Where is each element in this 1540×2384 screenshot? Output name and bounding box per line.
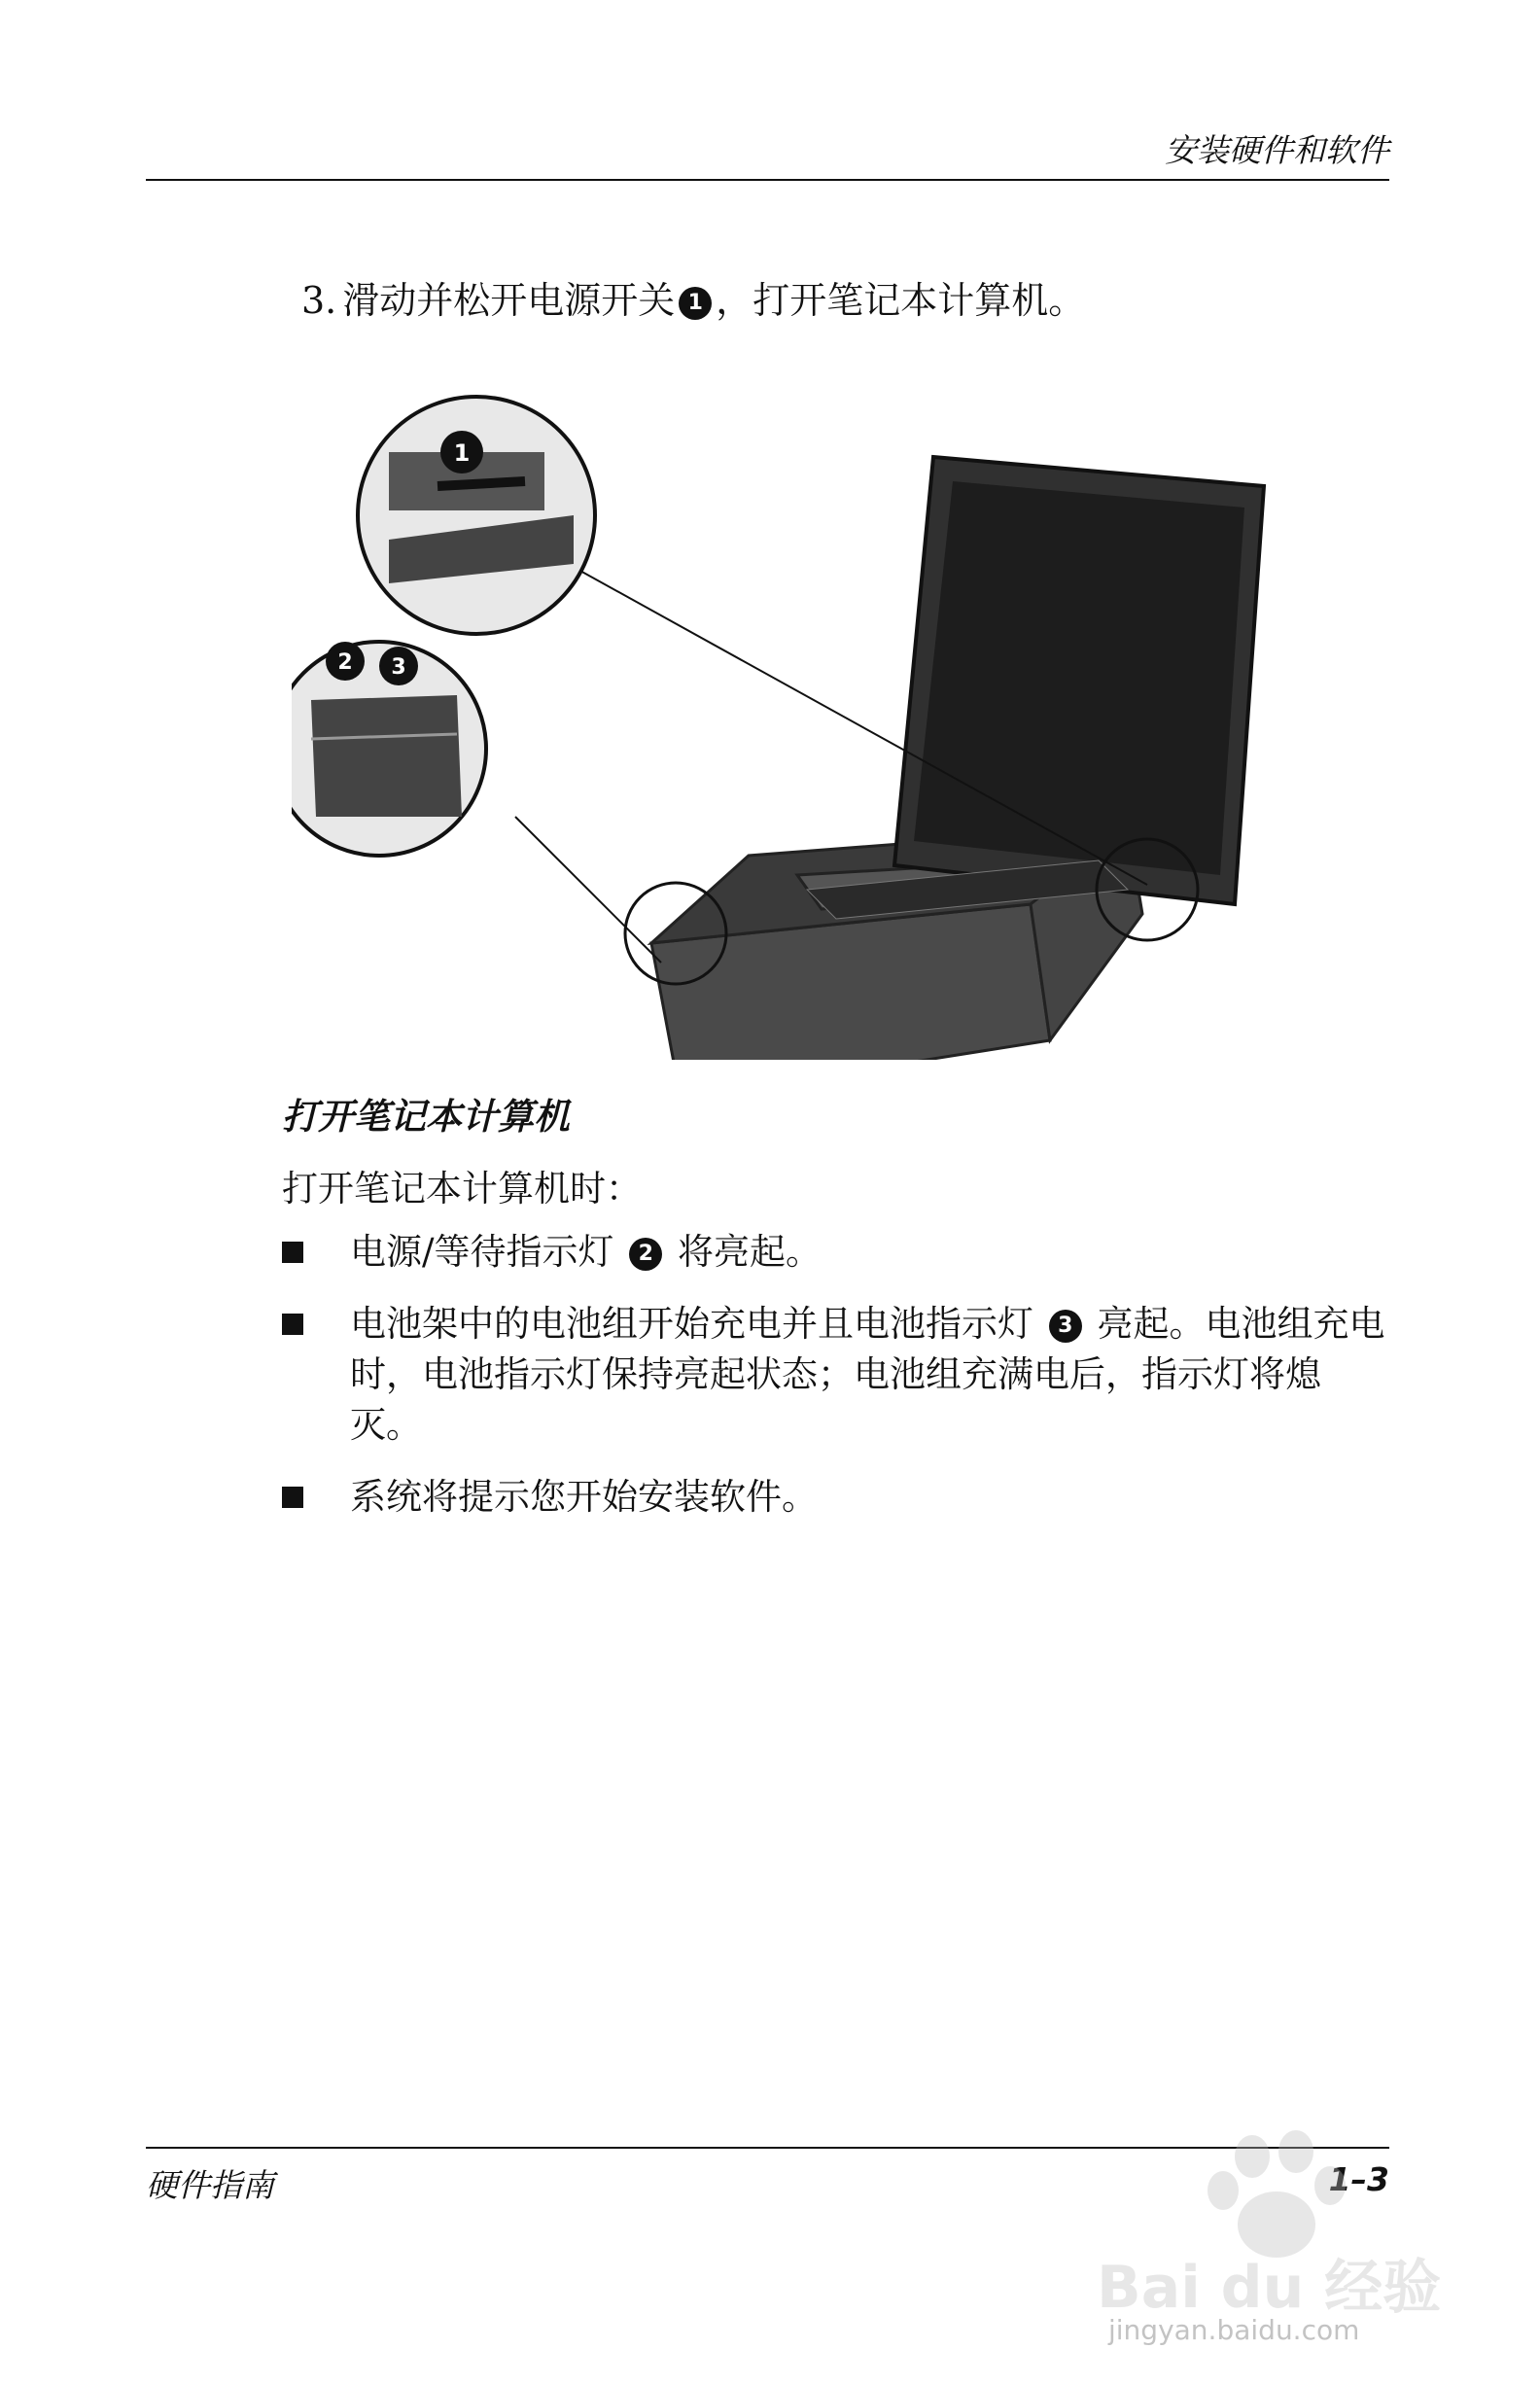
callout-1-label: 1 <box>453 439 471 467</box>
list-item <box>282 1472 1390 1523</box>
callout-1-icon: 1 <box>679 287 712 320</box>
laptop-illustration <box>292 360 1283 1060</box>
section-intro: 打开笔记本计算机时： <box>282 1168 642 1210</box>
step-number: 3. <box>301 279 337 322</box>
svg-text:Bai du 经验: Bai du 经验 <box>1097 2254 1442 2322</box>
zoom-line-2 <box>515 817 661 963</box>
laptop-screen <box>894 457 1264 904</box>
list-item <box>282 1227 1390 1278</box>
step-text-before: 滑动并松开电源开关 <box>342 279 676 322</box>
bullet-list <box>282 1227 1390 1544</box>
step-text-after: ，打开笔记本计算机。 <box>716 279 1086 322</box>
callout-3-icon: 3 <box>1049 1310 1082 1343</box>
watermark-url: jingyan.baidu.com <box>1108 2314 1360 2346</box>
footer-title: 硬件指南 <box>146 2166 274 2204</box>
header-title: 安装硬件和软件 <box>1165 131 1389 169</box>
bullet-square-icon <box>282 1314 303 1335</box>
bullet-text-after: 亮起。电池组充电时，电池指示灯保持亮起状态；电池组充满电后，指示灯将熄灭。 <box>350 1303 1385 1446</box>
section-title: 打开笔记本计算机 <box>282 1096 570 1138</box>
baidu-watermark-logo <box>1087 2118 1456 2341</box>
bullet-text-before: 系统将提示您开始安装软件。 <box>350 1476 818 1518</box>
page-number: 1–3 <box>1328 2160 1389 2198</box>
page-header <box>146 126 1389 181</box>
bullet-square-icon <box>282 1487 303 1508</box>
bullet-text-before: 电池架中的电池组开始充电并且电池指示灯 <box>350 1303 1033 1345</box>
callout-3-label: 3 <box>391 655 406 680</box>
bullet-square-icon <box>282 1242 303 1263</box>
bullet-text-before: 电源/等待指示灯 <box>350 1231 614 1273</box>
list-item <box>282 1299 1390 1451</box>
detail-magnifier-top <box>358 397 595 634</box>
bullet-text-after: 将亮起。 <box>678 1231 822 1273</box>
callout-2-icon: 2 <box>629 1238 662 1271</box>
callout-2-label: 2 <box>337 650 353 675</box>
step-instruction <box>301 270 1085 324</box>
